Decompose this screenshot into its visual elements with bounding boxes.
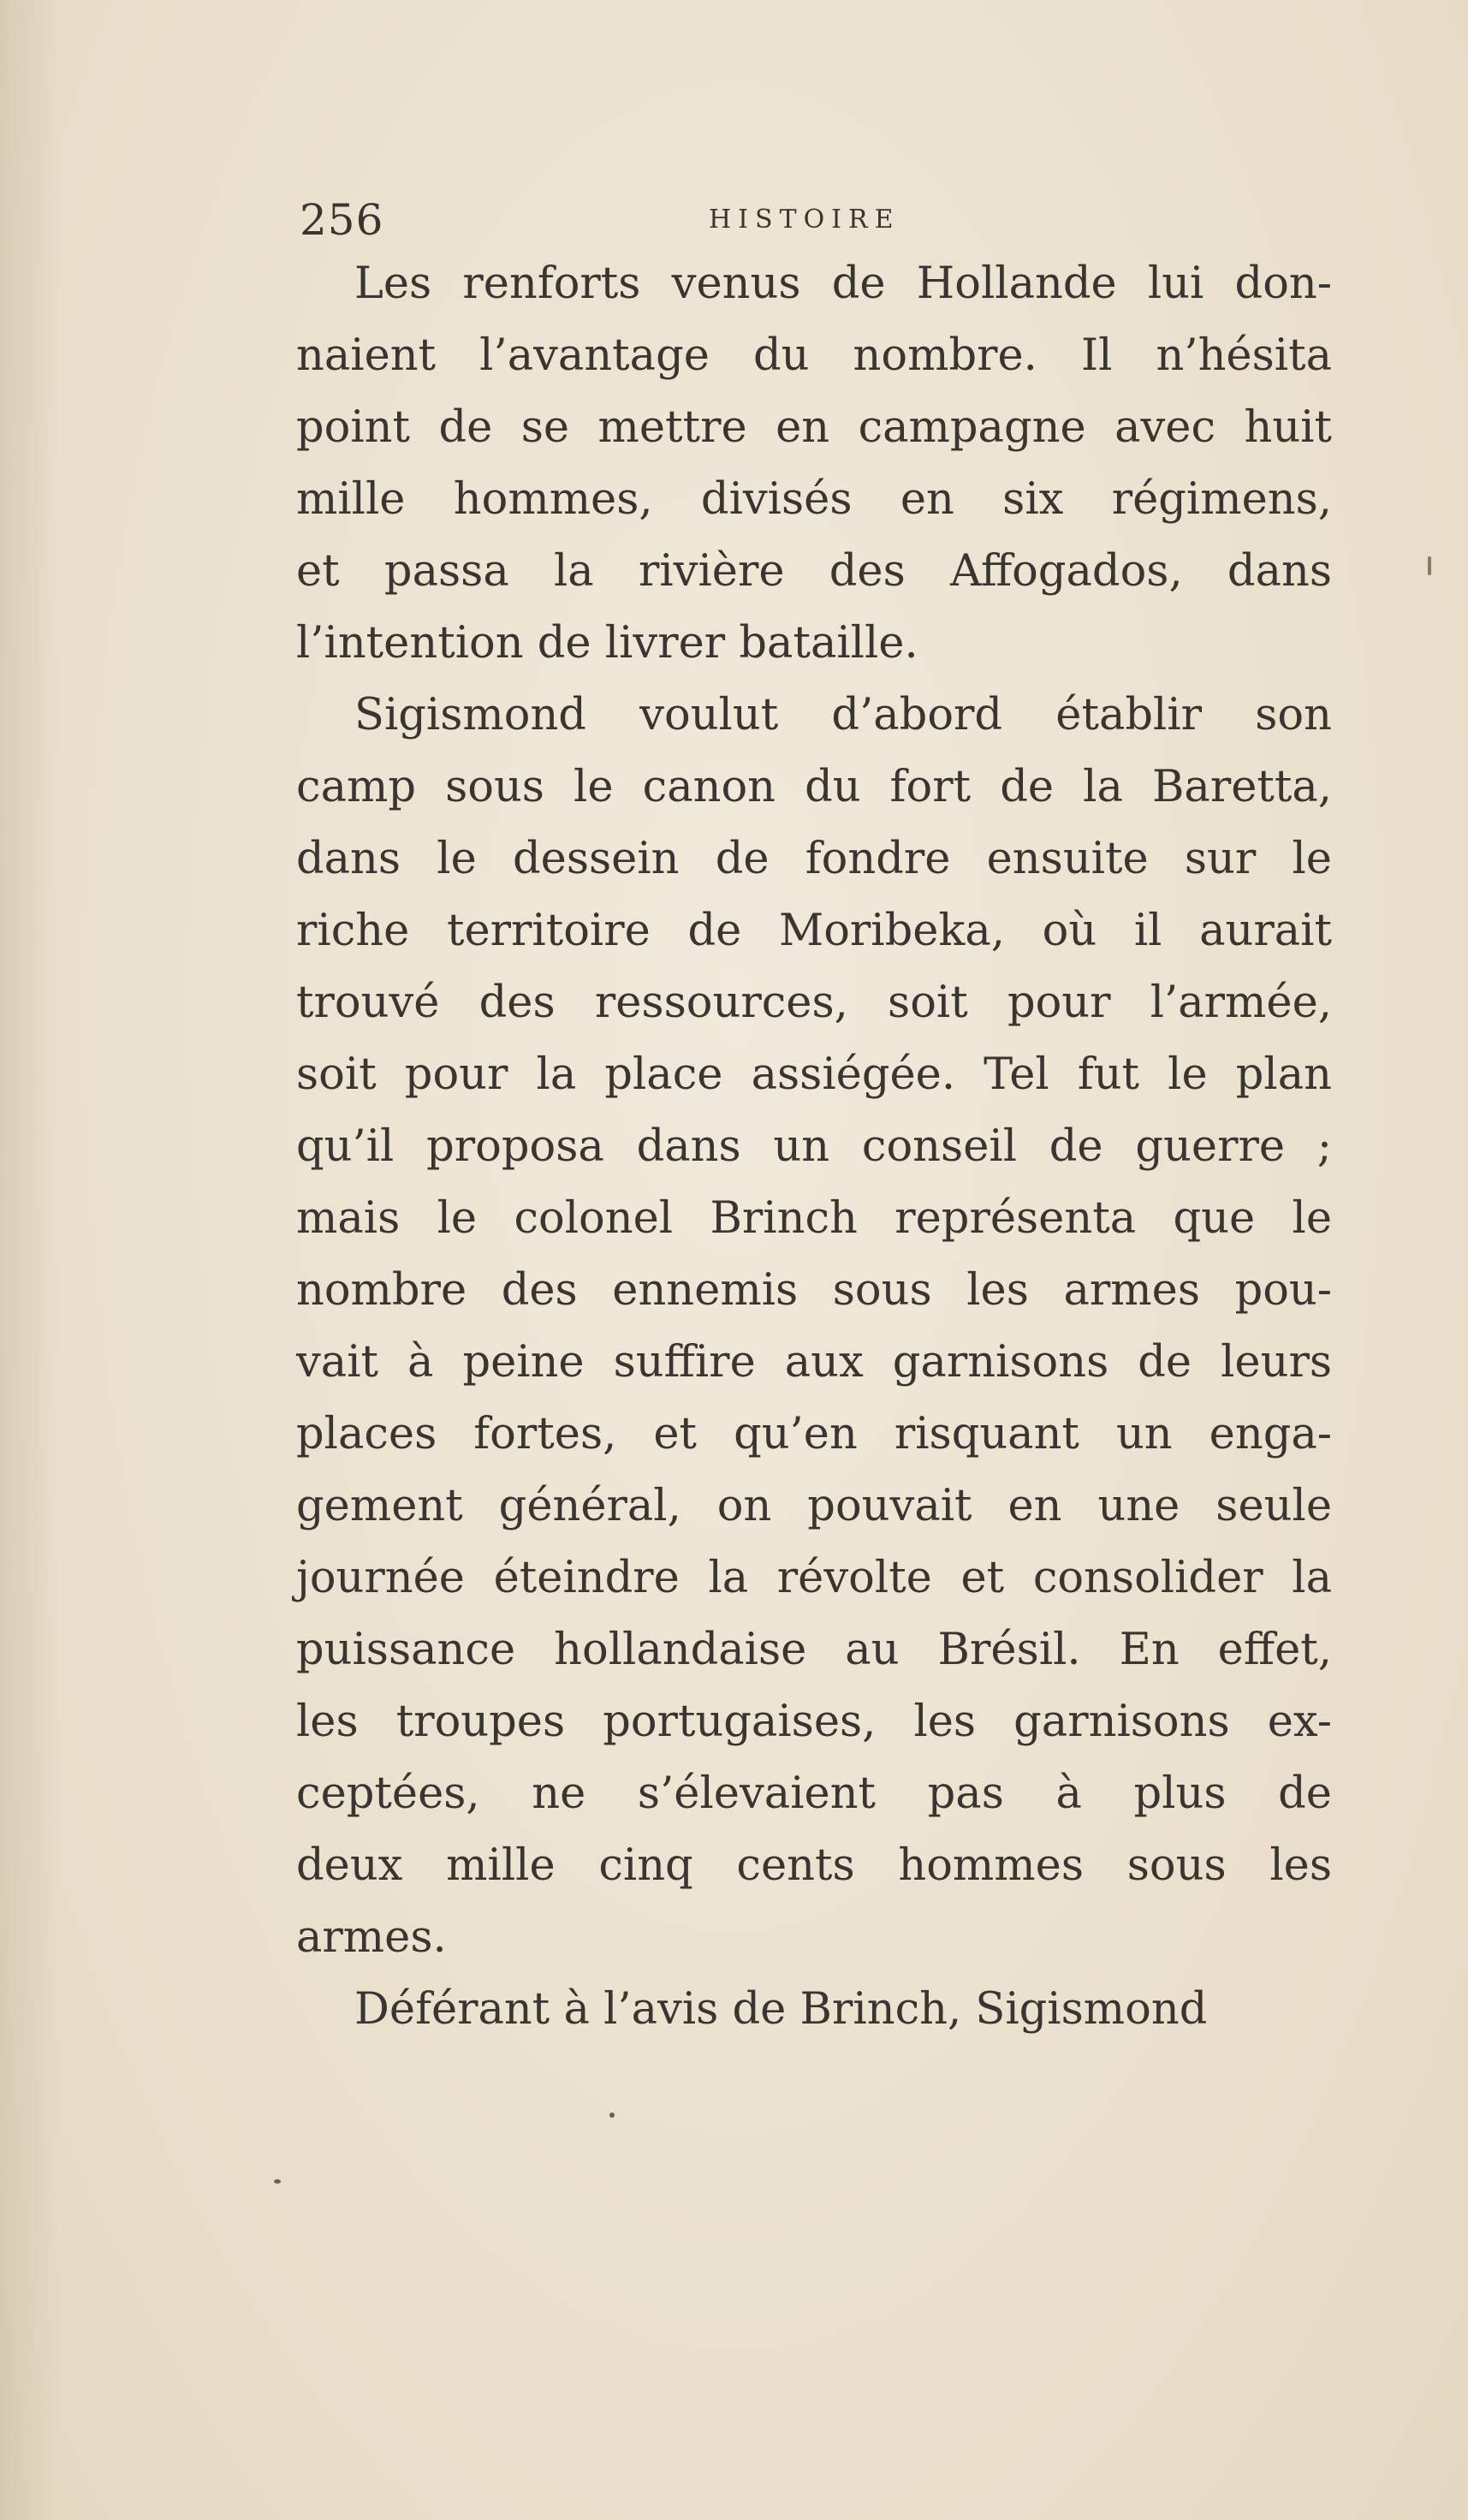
text-line: et passa la rivière des Affogados, dans xyxy=(296,546,1332,597)
text-line: les troupes portugaises, les garnisons ex- xyxy=(296,1697,1332,1747)
text-line: point de se mettre en campagne avec huit xyxy=(296,402,1332,453)
text-line: soit pour la place assiégée. Tel fut le plan xyxy=(296,1049,1332,1100)
text-line: Déférant à l’avis de Brinch, Sigismond xyxy=(354,1984,1208,2035)
text-line: trouvé des ressources, soit pour l’armée, xyxy=(296,978,1332,1028)
text-line: gement général, on pouvait en une seule xyxy=(296,1481,1332,1531)
text-line: puissance hollandaise au Brésil. En effet, xyxy=(296,1625,1332,1675)
paper-mark xyxy=(1428,556,1431,575)
text-line: qu’il proposa dans un conseil de guerre ; xyxy=(296,1121,1332,1172)
paper-speck xyxy=(609,2113,615,2118)
text-line: places fortes, et qu’en risquant un enga- xyxy=(296,1409,1332,1459)
text-line: nombre des ennemis sous les armes pou- xyxy=(296,1265,1332,1316)
text-line: Les renforts venus de Hollande lui don- xyxy=(354,259,1332,309)
text-line: naient l’avantage du nombre. Il n’hésita xyxy=(296,330,1332,381)
running-head: HISTOIRE xyxy=(709,205,900,235)
text-line: armes. xyxy=(296,1912,447,1963)
text-line: dans le dessein de fondre ensuite sur le xyxy=(296,834,1332,884)
body-text xyxy=(296,248,1332,2046)
text-line: l’intention de livrer bataille. xyxy=(296,618,918,669)
text-line: camp sous le canon du fort de la Baretta, xyxy=(296,762,1332,812)
text-line: mille hommes, divisés en six régimens, xyxy=(296,474,1332,525)
text-line: mais le colonel Brinch représenta que le xyxy=(296,1193,1332,1244)
text-line: vait à peine suffire aux garnisons de leurs xyxy=(296,1337,1332,1388)
text-line: riche territoire de Moribeka, où il aurait xyxy=(296,906,1332,956)
text-line: deux mille cinq cents hommes sous les xyxy=(296,1840,1332,1891)
page-header xyxy=(300,190,1156,250)
text-line: journée éteindre la révolte et consolider la xyxy=(296,1553,1332,1603)
text-line: ceptées, ne s’élevaient pas à plus de xyxy=(296,1768,1332,1819)
paper-speck xyxy=(274,2179,281,2184)
page-number: 256 xyxy=(300,195,384,245)
page-fold-shadow xyxy=(0,0,60,2520)
text-line: Sigismond voulut d’abord établir son xyxy=(354,690,1332,740)
